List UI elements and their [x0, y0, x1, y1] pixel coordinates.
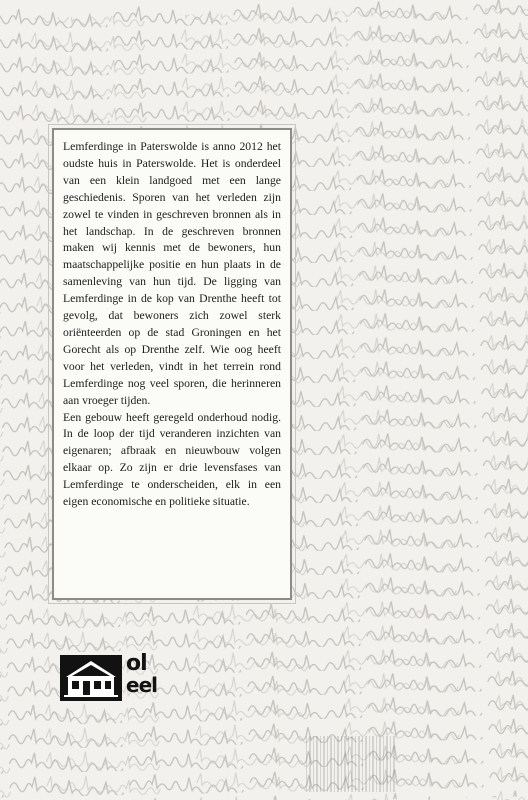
paragraph-history: Lemferdinge in Paterswolde is anno 2012 het oudste huis in Paterswolde. Het is onderdeel van een klein landgoed met een lange geschiedenis. Sporen van het verleden zijn zowel te vinden in geschreven bronnen als in het landschap. In de geschreven bronnen maken wij kennis met de bewoners, hun maatschappelijke positie en hun plaats in de samenleving van hun tijd. De ligging van Lemferdinge in de kop van Drenthe heeft tot gevolg, dat bewoners zich zowel sterk oriënteerden op de stad Groningen en het Gorecht als op Drenthe zelf. Wie oog heeft voor het verleden, vindt in het terrein rond Lemferdinge nog veel sporen, die herinneren aan vroeger tijden.: [63, 140, 281, 407]
logo-text-line2: eel: [126, 673, 157, 697]
house-icon: [60, 655, 122, 701]
publisher-logo: [60, 651, 157, 701]
description-text-box: [52, 128, 292, 600]
faded-barcode-mark: [306, 736, 396, 792]
logo-wordmark: [126, 651, 157, 701]
logo-text-line1: ol: [126, 651, 147, 676]
paragraph-building: Een gebouw heeft geregeld onderhoud nodig. In de loop der tijd veranderen inzichten van eigenaren; afbraak en nieuwbouw volgen elkaar op. Zo zijn er drie levensfases van Lemferdinge te onderscheiden, elk in een eigen economische en politieke situatie.: [63, 410, 281, 509]
